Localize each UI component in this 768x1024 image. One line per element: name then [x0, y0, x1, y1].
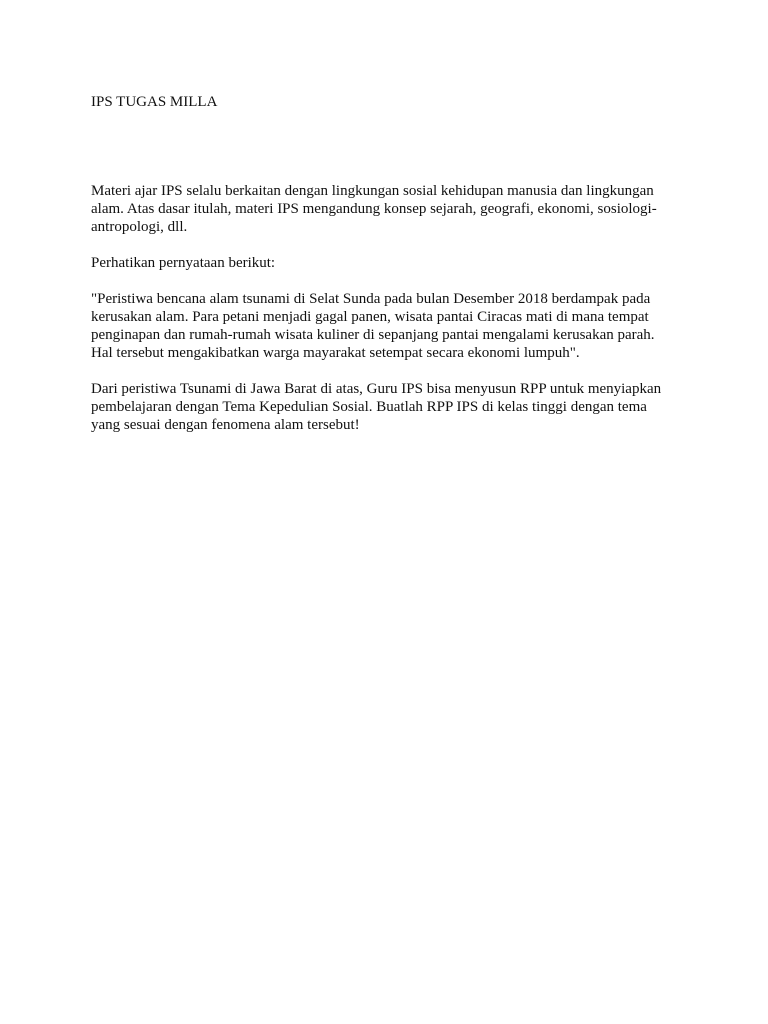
paragraph-task: [91, 380, 681, 434]
paragraph-line: pembelajaran dengan Tema Kepedulian Sosial. Buatlah RPP IPS di kelas tinggi dengan tema: [91, 399, 647, 415]
paragraph-prompt: [91, 254, 681, 272]
paragraph-line: alam. Atas dasar itulah, materi IPS mengandung konsep sejarah, geografi, ekonomi, sosiologi-: [91, 201, 657, 217]
document-title: IPS TUGAS MILLA: [91, 94, 218, 110]
paragraph-quote: [91, 290, 681, 362]
paragraph-line: Hal tersebut mengakibatkan warga mayarakat setempat secara ekonomi lumpuh".: [91, 345, 580, 361]
paragraph-line: yang sesuai dengan fenomena alam tersebut!: [91, 417, 360, 433]
paragraph-line: antropologi, dll.: [91, 219, 188, 235]
document-body: [91, 182, 681, 452]
paragraph-line: Dari peristiwa Tsunami di Jawa Barat di atas, Guru IPS bisa menyusun RPP untuk menyiapkan: [91, 381, 662, 397]
paragraph-line: penginapan dan rumah-rumah wisata kuliner di sepanjang pantai mengalami kerusakan parah.: [91, 327, 655, 343]
paragraph-line: kerusakan alam. Para petani menjadi gagal panen, wisata pantai Ciracas mati di mana tempat: [91, 309, 649, 325]
paragraph-line: Perhatikan pernyataan berikut:: [91, 255, 276, 271]
paragraph-line: "Peristiwa bencana alam tsunami di Selat Sunda pada bulan Desember 2018 berdampak pada: [91, 291, 651, 307]
paragraph-intro: [91, 182, 681, 236]
paragraph-line: Materi ajar IPS selalu berkaitan dengan lingkungan sosial kehidupan manusia dan lingkungan: [91, 183, 654, 199]
